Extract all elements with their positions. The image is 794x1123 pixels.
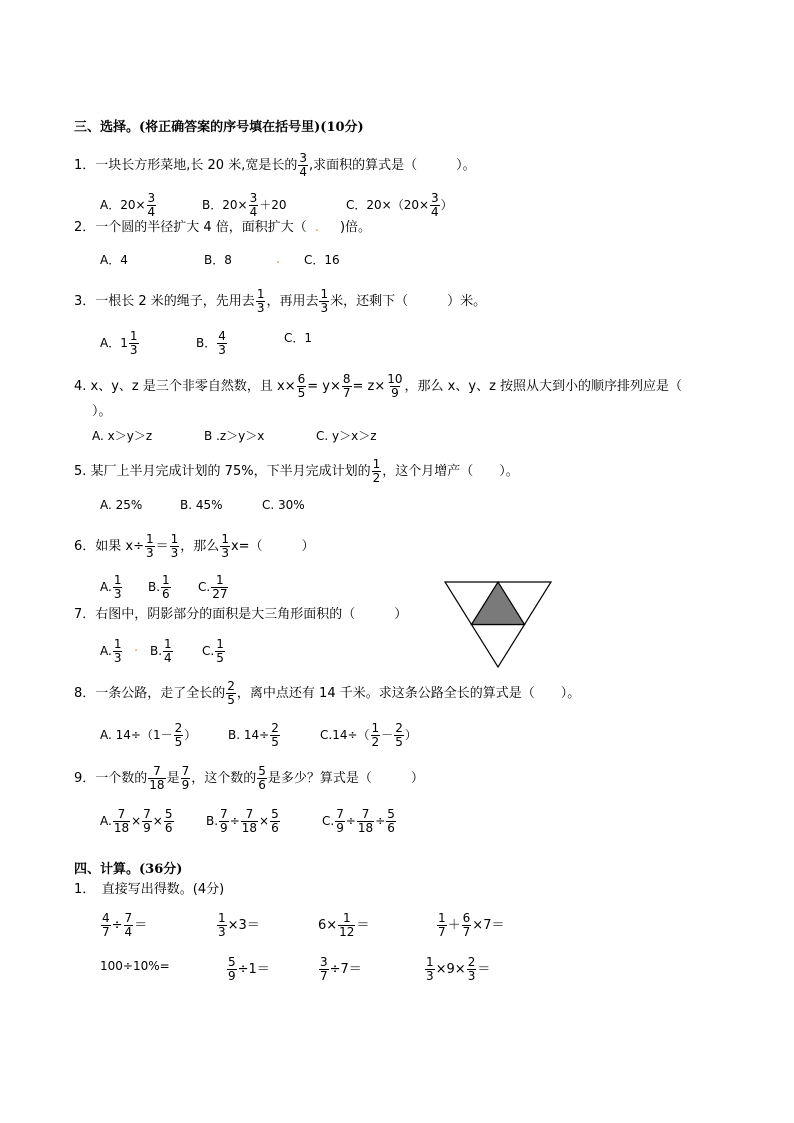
q4-option-b[interactable]: B .z＞y＞x — [204, 429, 265, 443]
q1-text: 1．一块长方形菜地,长 20 米,宽是长的 — [74, 158, 298, 173]
calc-1-3: 6× $\frac{1}{12}$ ＝ — [318, 911, 370, 939]
q2-option-a[interactable]: A．4 — [100, 253, 128, 267]
q5-option-b[interactable]: B. 45% — [180, 498, 223, 512]
question-2: 2．一个圆的半径扩大 4 倍，面积扩大（ . )倍。 — [74, 220, 372, 235]
calc-1-2: $\frac{1}{3}$ ×3＝ — [218, 911, 260, 939]
q6-option-c[interactable]: C. $\frac{1}{27}$ — [198, 573, 228, 601]
q7-option-a[interactable]: A. $\frac{1}{3}$ — [100, 637, 122, 665]
question-1 — [74, 152, 476, 179]
section3-title: 三、选择。(将正确答案的序号填在括号里)(10分) — [74, 120, 364, 135]
q5-option-c[interactable]: C. 30% — [262, 498, 305, 512]
calc-1-1: $\frac{4}{7}$ ÷ $\frac{7}{4}$ ＝ — [102, 911, 148, 939]
question-3: 3．一根长 2 米的绳子，先用去 $\frac{1}{3}$ ，再用去 $\frac{1}{3}$ 米，还剩下（ ）米。 — [74, 287, 487, 315]
stray-dot: . — [276, 252, 281, 267]
q9-option-a[interactable]: A. $\frac{7}{18}$ × $\frac{7}{9}$ × $\frac{5}{6}$ — [100, 807, 173, 835]
stray-dot: . — [134, 640, 139, 655]
q1-option-c[interactable]: C．20×（20× $\frac{3}{4}$ ） — [346, 191, 453, 219]
question-8: 8．一条公路，走了全长的 $\frac{2}{5}$ ，离中点还有 14 千米。求这条公路全长的算式是（ ）。 — [74, 679, 581, 707]
q1-option-a[interactable]: A．20× $\frac{3}{4}$ — [100, 191, 156, 219]
calc-2-2: $\frac{5}{9}$ ÷1＝ — [228, 955, 270, 983]
q6-option-a[interactable]: A. $\frac{1}{3}$ — [100, 573, 122, 601]
calc-2-4: $\frac{1}{3}$ ×9× $\frac{2}{3}$ ＝ — [426, 955, 491, 983]
q4-option-c[interactable]: C. y＞x＞z — [316, 429, 377, 443]
question-7: 7．右图中，阴影部分的面积是大三角形面积的（ ） — [74, 607, 408, 622]
calc-2-3: $\frac{3}{7}$ ÷7＝ — [320, 955, 362, 983]
section4-subtitle: 1． 直接写出得数。(4分) — [74, 882, 225, 897]
q2-option-c[interactable]: C．16 — [304, 253, 340, 267]
question-6: 6．如果 x÷ $\frac{1}{3}$ ＝ $\frac{1}{3}$ ，那么 $\frac{1}{3}$ x=（ ） — [74, 532, 315, 560]
q8-option-b[interactable]: B. 14÷ $\frac{2}{5}$ — [228, 721, 279, 749]
q1-option-b[interactable]: B．20× $\frac{3}{4}$ ＋20 — [202, 191, 287, 219]
q4-option-a[interactable]: A. x＞y＞z — [92, 429, 153, 443]
q7-option-b[interactable]: B. $\frac{1}{4}$ — [150, 637, 172, 665]
q1-fraction: $\frac{3}{4}$ — [299, 151, 307, 179]
question-4: 4. x、y、z 是三个非零自然数，且 x× $\frac{6}{5}$ = y× $\frac{8}{7}$ = z× $\frac{10}{9}$ ，那么 x、y、z 按照从大到小的顺序排列应是（ — [74, 372, 683, 400]
calc-1-4: $\frac{1}{7}$ ＋ $\frac{6}{7}$ ×7＝ — [438, 911, 505, 939]
q2-option-b[interactable]: B．8 — [204, 253, 232, 267]
q5-option-a[interactable]: A. 25% — [100, 498, 143, 512]
q3-option-a[interactable]: A．1 $\frac{1}{3}$ — [100, 329, 138, 357]
q8-option-c[interactable]: C.14÷（ $\frac{1}{2}$ － $\frac{2}{5}$ ） — [320, 721, 417, 749]
q3-option-b[interactable]: B． $\frac{4}{3}$ — [196, 329, 226, 357]
q4-text-wrap: ）。 — [92, 404, 112, 419]
section4-title: 四、计算。(36分) — [74, 862, 183, 877]
q1-text-2: ,求面积的算式是（ ）。 — [308, 158, 476, 173]
q9-option-c[interactable]: C. $\frac{7}{9}$ ÷ $\frac{7}{18}$ ÷ $\frac{5}{6}$ — [322, 807, 395, 835]
q3-option-c[interactable]: C．1 — [284, 331, 313, 345]
q9-option-b[interactable]: B. $\frac{7}{9}$ ÷ $\frac{7}{18}$ × $\frac{5}{6}$ — [206, 807, 279, 835]
stray-dot: . — [314, 220, 319, 235]
question-5: 5. 某厂上半月完成计划的 75%，下半月完成计划的 $\frac{1}{2}$ ，这个月增产（ ）。 — [74, 457, 519, 485]
q7-option-c[interactable]: C. $\frac{1}{5}$ — [202, 637, 224, 665]
triangle-figure — [444, 581, 556, 669]
q8-option-a[interactable]: A. 14÷（1－ $\frac{2}{5}$ ） — [100, 721, 197, 749]
calc-2-1: 100÷10%= — [100, 959, 170, 973]
question-9: 9．一个数的 $\frac{7}{18}$ 是 $\frac{7}{9}$ ，这个数的 $\frac{5}{6}$ 是多少？算式是（ ） — [74, 764, 424, 792]
q6-option-b[interactable]: B. $\frac{1}{6}$ — [148, 573, 170, 601]
